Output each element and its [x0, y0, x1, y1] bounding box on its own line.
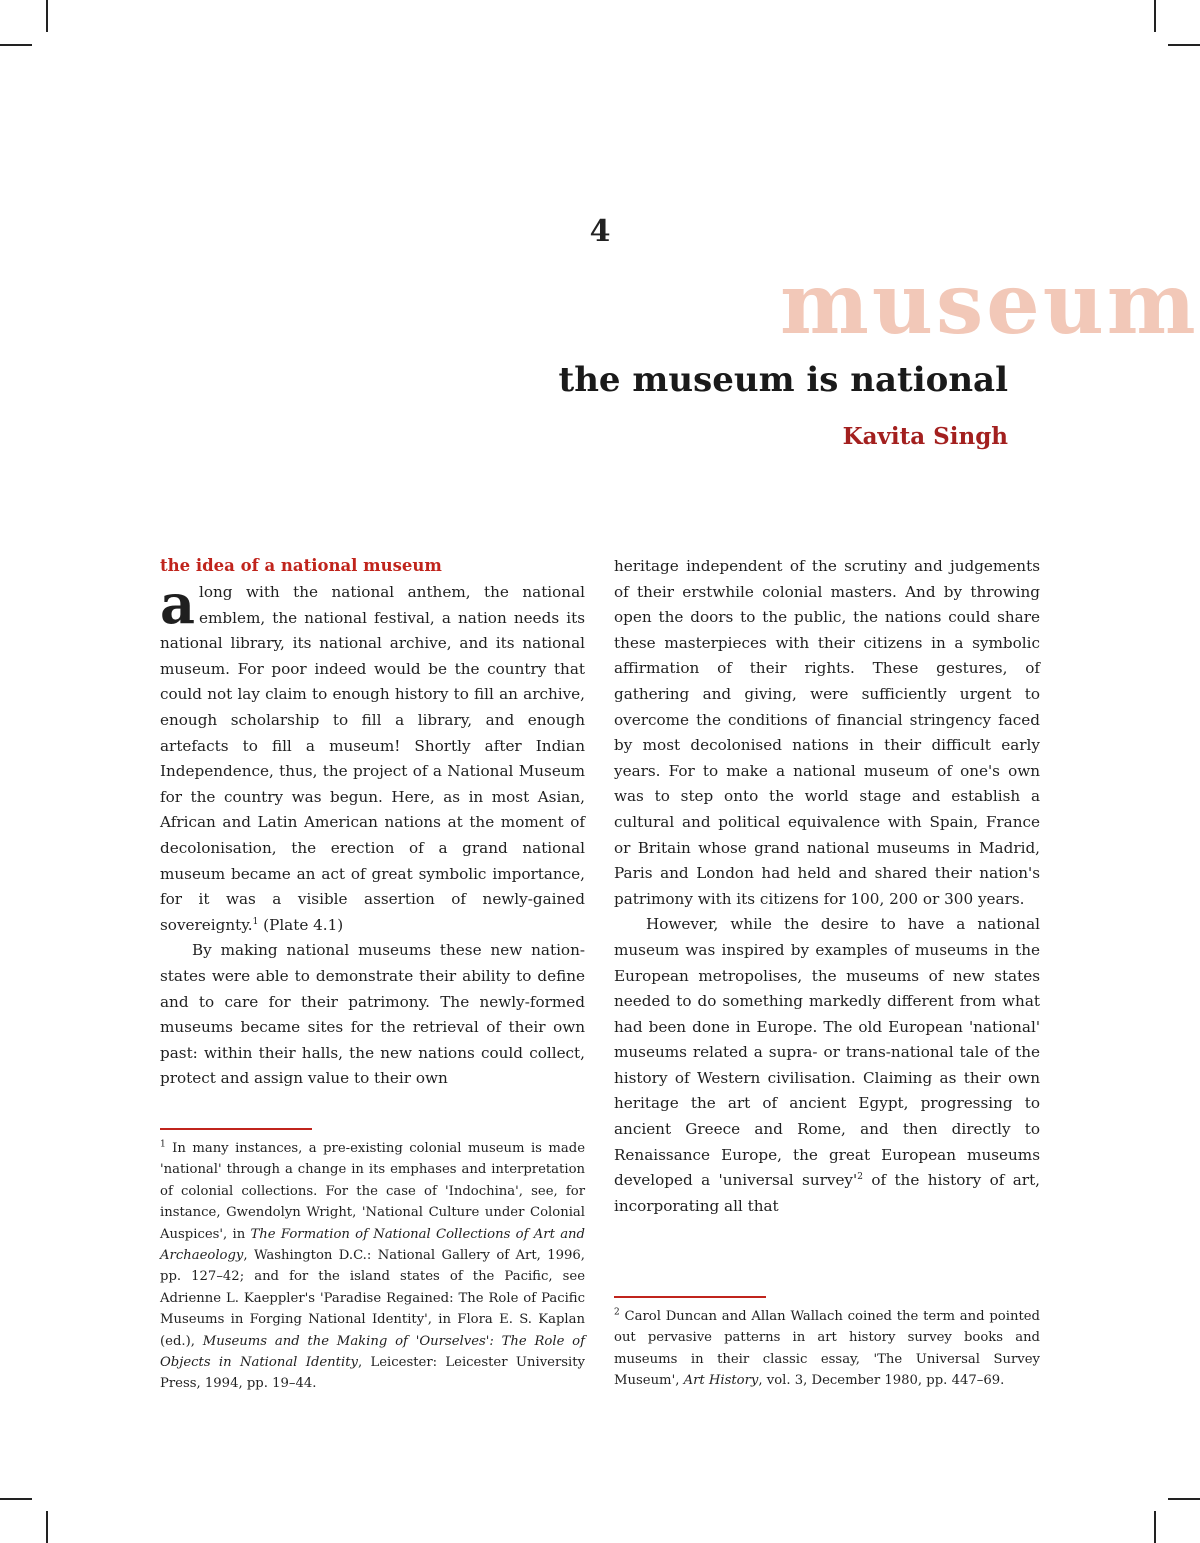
footnote-title: The Formation of National Collections of Art and Archaeology — [160, 1226, 585, 1264]
footnote-2 — [614, 1306, 1040, 1392]
footnote-text: Carol Duncan and Allan Wallach coined the term and pointed out pervasive patterns in art history survey books and museums in their classic essay, 'The Universal Survey Museum', — [614, 1309, 1040, 1389]
footnote-rule — [160, 1128, 312, 1130]
chapter-title: the museum is national — [558, 360, 1008, 400]
footnote-text: , vol. 3, December 1980, pp. 447–69. — [758, 1373, 1005, 1389]
chapter-author: Kavita Singh — [842, 423, 1008, 450]
footnote-ref[interactable]: 1 — [252, 916, 259, 927]
chapter-watermark: museum — [780, 254, 1199, 353]
paragraph-text: long with the national anthem, the national emblem, the national festival, a nation needs its national library, its national archive, and its national museum. For poor indeed would be the country that could not lay claim to enough history to fill an archive, enough scholarship to fill a library, and enough artefacts to fill a museum! Shortly after Indian Independence, thus, the project of a National Museum for the country was begun. Here, as in most Asian, African and Latin American nations at the moment of decolonisation, the erection of a grand national museum became an act of great symbolic importance, for it was a visible assertion of newly-gained sovereignty. — [160, 583, 585, 934]
crop-mark — [1168, 44, 1200, 46]
crop-mark — [46, 1511, 48, 1543]
paragraph — [614, 912, 1040, 1219]
drop-cap: a — [160, 572, 195, 636]
right-column — [614, 554, 1040, 1219]
crop-mark — [0, 1498, 32, 1500]
chapter-number: 4 — [589, 214, 611, 249]
paragraph — [160, 572, 585, 938]
footnote-marker: 2 — [614, 1307, 620, 1318]
crop-mark — [46, 0, 48, 32]
footnote-1 — [160, 1138, 585, 1395]
footnote-title: Art History — [683, 1373, 759, 1389]
footnote-title: Museums and the Making of 'Ourselves': The Role of Objects in National Identity — [160, 1333, 585, 1371]
paragraph-text: of the history of art, incorporating all that — [614, 1171, 1040, 1215]
crop-mark — [0, 44, 32, 46]
footnote-marker: 1 — [160, 1139, 166, 1150]
footnote-text: , Leicester: Leicester University Press, 1994, pp. 19–44. — [160, 1355, 585, 1392]
footnote-ref[interactable]: 2 — [857, 1172, 863, 1183]
footnote-text: In many instances, a pre-existing colonial museum is made 'national' through a change in its emphases and interpretation of colonial collections. For the case of 'Indochina', see, for instance, Gwendolyn Wright, 'National Culture under Colonial Auspices', in — [160, 1141, 585, 1242]
paragraph: heritage independent of the scrutiny and judgements of their erstwhile colonial masters. And by throwing open the doors to the public, the nations could share these masterpieces with their citizens in a symbolic affirmation of their rights. These gestures, of gathering and giving, were sufficiently urgent to overcome the conditions of financial stringency faced by most decolonised nations in their difficult early years. For to make a national museum of one's own was to step onto the world stage and establish a cultural and political equivalence with Spain, France or Britain whose grand national museums in Madrid, Paris and London had held and shared their nation's patrimony with its citizens for 100, 200 or 300 years. — [614, 557, 1040, 908]
paragraph-text: However, while the desire to have a national museum was inspired by examples of museums in the European metropolises, the museums of new states needed to do something markedly different from what had been done in Europe. The old European 'national' museums related a supra- or trans-national tale of the history of Western civilisation. Claiming as their own heritage the art of ancient Egypt, progressing to ancient Greece and Rome, and then directly to Renaissance Europe, the great European museums developed a 'universal survey' — [614, 915, 1040, 1190]
paragraph-text: (Plate 4.1) — [258, 915, 344, 934]
left-column — [160, 554, 585, 1092]
footnote-text: , Washington D.C.: National Gallery of Art, 1996, pp. 127–42; and for the island states of the Pacific, see Adrienne L. Kaeppler's 'Paradise Regained: The Role of Pacific Museums in Forging National Identity', in Flora E. S. Kaplan (ed.), — [160, 1248, 585, 1349]
paragraph: By making national museums these new nation-states were able to demonstrate their ability to define and to care for their patrimony. The newly-formed museums became sites for the retrieval of their own past: within their halls, the new nations could collect, protect and assign value to their own — [160, 941, 585, 1088]
crop-mark — [1154, 0, 1156, 32]
crop-mark — [1154, 1511, 1156, 1543]
section-heading: the idea of a national museum — [160, 556, 442, 575]
crop-mark — [1168, 1498, 1200, 1500]
footnote-rule — [614, 1296, 766, 1298]
